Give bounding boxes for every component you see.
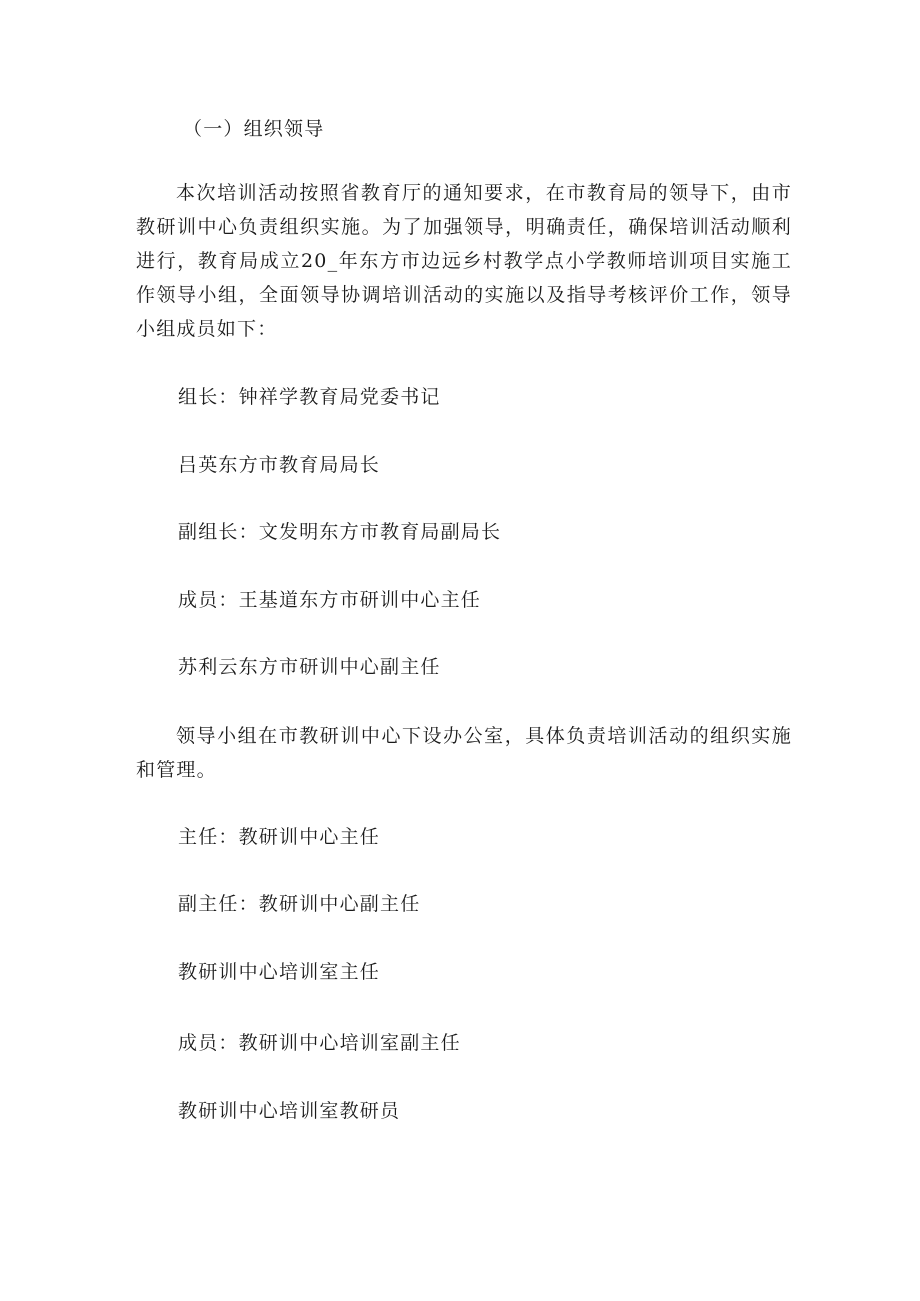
deputy-leader-line: 副组长：文发明东方市教育局副局长 xyxy=(178,521,502,543)
leader-line: 组长：钟祥学教育局党委书记 xyxy=(178,386,441,408)
office-deputy-line: 副主任：教研训中心副主任 xyxy=(178,893,421,915)
office-member-line-2: 教研训中心培训室教研员 xyxy=(178,1100,401,1122)
member-line-2: 苏利云东方市研训中心副主任 xyxy=(178,656,441,678)
member-line-1: 成员：王基道东方市研训中心主任 xyxy=(178,589,482,611)
office-paragraph: 领导小组在市教研训中心下设办公室，具体负责培训活动的组织实施和管理。 xyxy=(136,725,792,781)
leader-line-2: 吕英东方市教育局局长 xyxy=(178,454,381,476)
intro-paragraph: 本次培训活动按照省教育厅的通知要求，在市教育局的领导下，由市教研训中心负责组织实施。为了加强领导，明确责任，确保培训活动顺利进行，教育局成立20_年东方市边远乡村教学点小学教师培训项目实施工作领导小组，全面领导协调培训活动的实施以及指导考核评价工作，领导小组成员如下： xyxy=(136,182,792,340)
section-heading: （一）组织领导 xyxy=(183,118,325,140)
office-deputy-line-2: 教研训中心培训室主任 xyxy=(178,961,381,983)
office-member-line-1: 成员：教研训中心培训室副主任 xyxy=(178,1032,461,1054)
office-director-line: 主任：教研训中心主任 xyxy=(178,826,381,848)
